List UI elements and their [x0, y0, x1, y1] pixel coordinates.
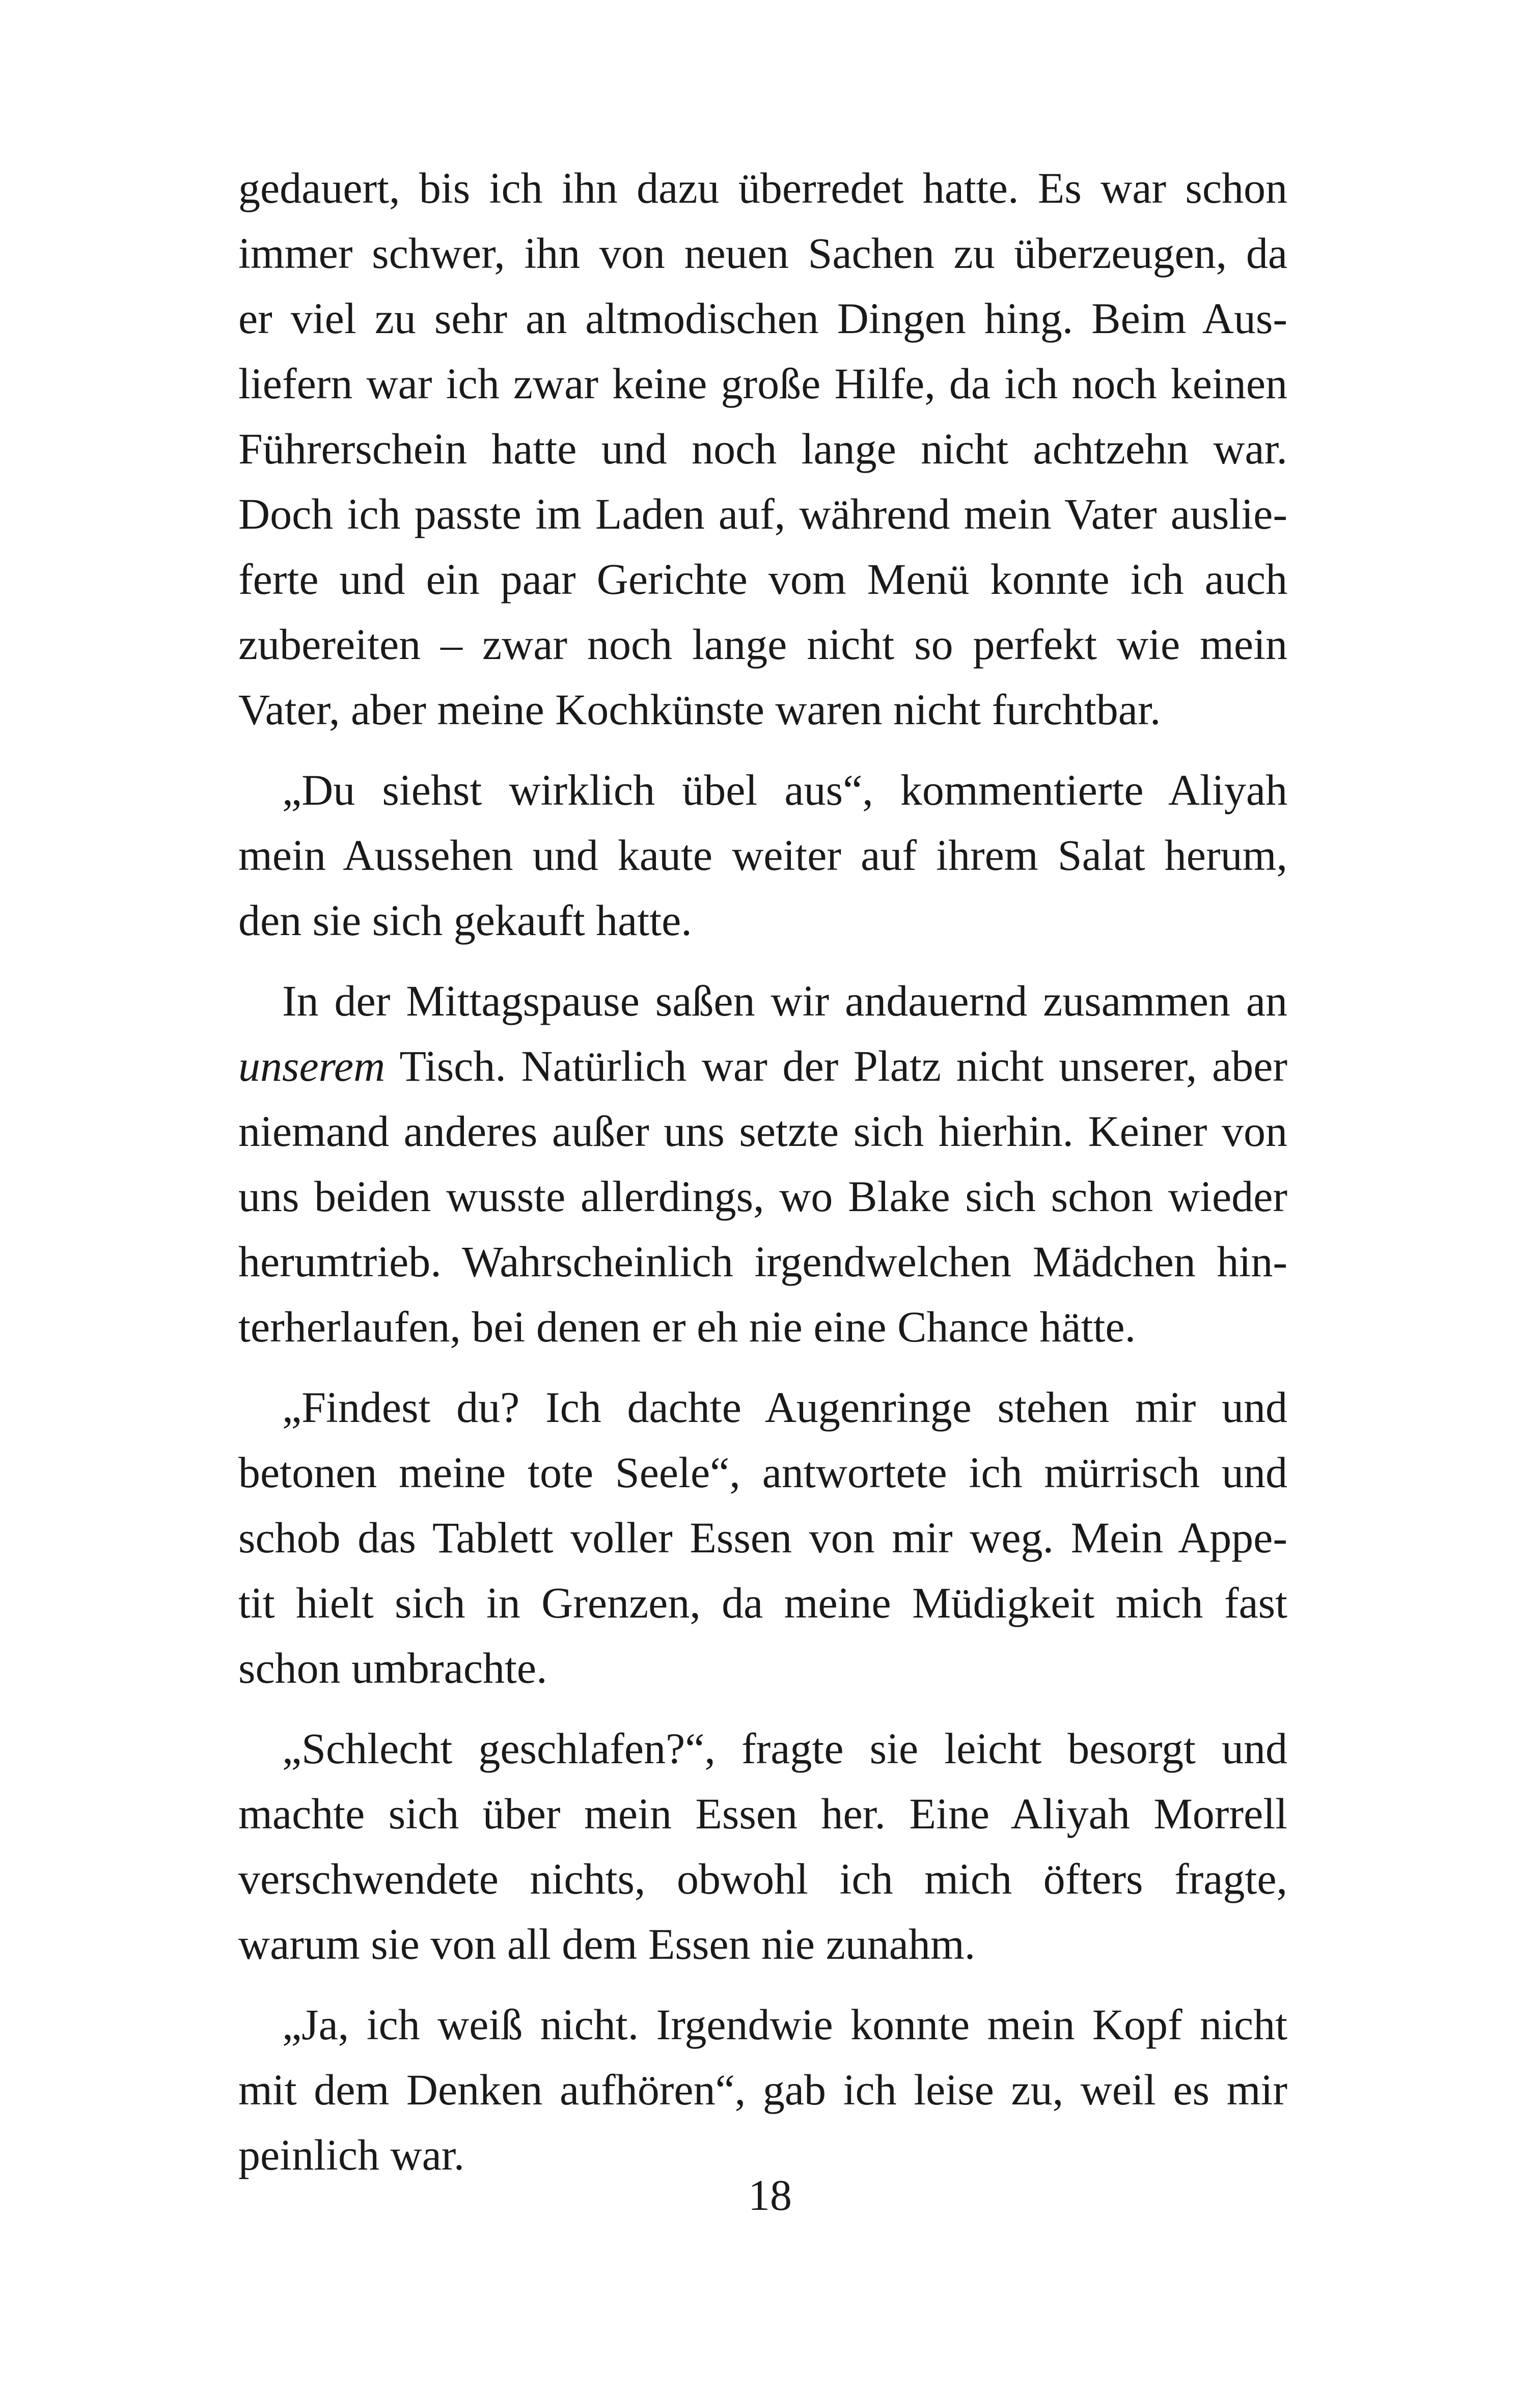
text-line: peinlich war. — [238, 2130, 465, 2179]
text-line: er viel zu sehr an altmodischen Dingen hing. Beim Aus- — [238, 294, 1287, 343]
text-line: schob das Tablett voller Essen von mir weg. Mein Appe- — [238, 1513, 1287, 1562]
paragraph-gap — [238, 742, 1287, 757]
text-line: liefern war ich zwar keine große Hilfe, da ich noch keinen — [238, 359, 1287, 408]
text-line: niemand anderes außer uns setzte sich hierhin. Keiner von — [238, 1107, 1287, 1156]
paragraph-gap — [238, 1701, 1287, 1716]
text-line: In der Mittagspause saßen wir andauernd zusammen an — [282, 976, 1287, 1025]
text-line: „Ja, ich weiß nicht. Irgendwie konnte mein Kopf nicht — [282, 2000, 1287, 2049]
text-line: immer schwer, ihn von neuen Sachen zu überzeugen, da — [238, 229, 1287, 278]
text-line — [238, 1033, 1287, 1099]
text-line: zubereiten – zwar noch lange nicht so perfekt wie mein — [238, 620, 1287, 669]
paragraph-gap — [238, 1977, 1287, 1992]
paragraph — [238, 1375, 1287, 1701]
text-line: den sie sich gekauft hatte. — [238, 896, 692, 945]
paragraph — [238, 1992, 1287, 2187]
text-line: tit hielt sich in Grenzen, da meine Müdigkeit mich fast — [238, 1578, 1287, 1627]
text-line: verschwendete nichts, obwohl ich mich öfters fragte, — [238, 1854, 1287, 1903]
text-line: betonen meine tote Seele“, antwortete ich mürrisch und — [238, 1448, 1287, 1497]
paragraph — [238, 968, 1287, 1359]
text-line: „Schlecht geschlafen?“, fragte sie leicht besorgt und — [282, 1724, 1287, 1773]
text-line: gedauert, bis ich ihn dazu überredet hatte. Es war schon — [238, 163, 1287, 212]
text-line: „Findest du? Ich dachte Augenringe stehen mir und — [282, 1383, 1287, 1432]
paragraph — [238, 757, 1287, 953]
emphasis-text: unserem — [238, 1042, 386, 1090]
page-number: 18 — [748, 2171, 792, 2220]
paragraph-gap — [238, 953, 1287, 968]
body-text — [238, 155, 1287, 2187]
paragraph — [238, 155, 1287, 742]
text-line: ferte und ein paar Gerichte vom Menü konnte ich auch — [238, 555, 1287, 604]
text-line: machte sich über mein Essen her. Eine Aliyah Morrell — [238, 1789, 1287, 1838]
paragraph — [238, 1716, 1287, 1977]
text-line: Führerschein hatte und noch lange nicht achtzehn war. — [238, 424, 1287, 473]
text-line: mein Aussehen und kaute weiter auf ihrem Salat herum, — [238, 831, 1287, 880]
text-line: warum sie von all dem Essen nie zunahm. — [238, 1920, 976, 1968]
paragraph-gap — [238, 1359, 1287, 1375]
text-line: Doch ich passte im Laden auf, während mein Vater auslie- — [238, 489, 1287, 538]
text-line: herumtrieb. Wahrscheinlich irgendwelchen Mädchen hin- — [238, 1237, 1287, 1286]
text-line: schon umbrachte. — [238, 1644, 547, 1692]
text-line: Vater, aber meine Kochkünste waren nicht furchtbar. — [238, 685, 1161, 734]
text-line: mit dem Denken aufhören“, gab ich leise zu, weil es mir — [238, 2065, 1287, 2114]
text-line: uns beiden wusste allerdings, wo Blake sich schon wieder — [238, 1172, 1287, 1221]
text-line: terherlaufen, bei denen er eh nie eine Chance hätte. — [238, 1302, 1136, 1351]
text-line-rest: Tisch. Natürlich war der Platz nicht unserer, aber — [399, 1042, 1287, 1090]
text-line: „Du siehst wirklich übel aus“, kommentierte Aliyah — [282, 765, 1287, 814]
